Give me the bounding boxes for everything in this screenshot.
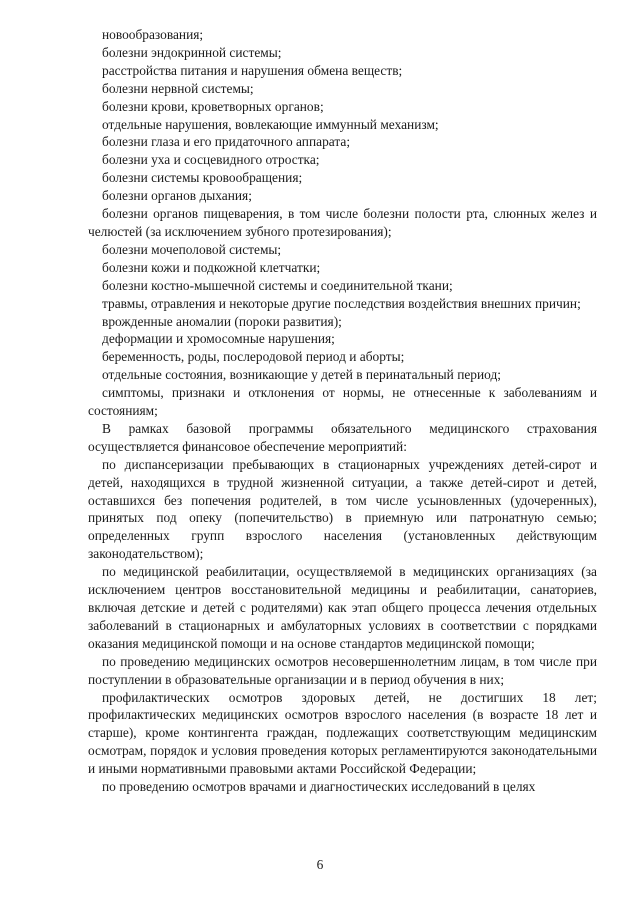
list-item: травмы, отравления и некоторые другие последствия воздействия внешних причин; [102, 295, 581, 311]
paragraph: по диспансеризации пребывающих в стационарных учреждениях детей-сирот и детей, находящихся в трудной жизненной ситуации, а также детей-сирот и детей, оставшихся без попечения родителей, в том числе усыновленных (удочеренных), принятых под опеку (попечительство) в приемную или патронатную семью; определенных групп взрослого населения (установленных действующим законодательством); [88, 456, 597, 562]
paragraph: профилактических осмотров здоровых детей, не достигших 18 лет; профилактических медицинских осмотров взрослого населения (в возрасте 18 лет и старше), кроме контингента граждан, подлежащих соответствующим медицинским осмотрам, порядок и условия проведения которых регламентируются законодательными и иными нормативными правовыми актами Российской Федерации; [88, 689, 597, 777]
list-item: деформации и хромосомные нарушения; [102, 331, 335, 347]
list-item: отдельные нарушения, вовлекающие иммунный механизм; [102, 116, 439, 132]
document-body [88, 420, 597, 796]
list-item: беременность, роды, послеродовой период и аборты; [102, 349, 405, 365]
disease-list [88, 26, 597, 420]
list-item: болезни мочеполовой системы; [102, 241, 282, 257]
list-item: болезни системы кровообращения; [102, 170, 303, 186]
paragraph: по проведению осмотров врачами и диагностических исследований в целях [102, 779, 536, 795]
list-item: болезни глаза и его придаточного аппарата; [102, 134, 351, 150]
list-item: врожденные аномалии (пороки развития); [102, 313, 342, 329]
list-item: болезни органов дыхания; [102, 188, 252, 204]
list-item: болезни костно-мышечной системы и соединительной ткани; [102, 277, 453, 293]
list-item: болезни крови, кроветворных органов; [102, 98, 324, 114]
paragraph: по проведению медицинских осмотров несовершеннолетним лицам, в том числе при поступлении в образовательные организации и в период обучения в них; [88, 653, 597, 687]
list-item: болезни нервной системы; [102, 80, 254, 96]
list-item: болезни органов пищеварения, в том числе болезни полости рта, слюнных желез и челюстей (за исключением зубного протезирования); [88, 206, 597, 239]
list-item: расстройства питания и нарушения обмена веществ; [102, 62, 403, 78]
paragraph: по медицинской реабилитации, осуществляемой в медицинских организациях (за исключением центров восстановительной медицины и реабилитации, санаториев, включая детские и детей с родителями) как этап общего процесса лечения отдельных заболеваний в стационарных и амбулаторных условиях в соответствии с порядками оказания медицинской помощи и на основе стандартов медицинской помощи; [88, 564, 597, 651]
paragraph: В рамках базовой программы обязательного медицинского страхования осуществляется финансовое обеспечение мероприятий: [88, 420, 597, 454]
list-item: болезни кожи и подкожной клетчатки; [102, 259, 321, 275]
document-page [88, 26, 597, 796]
list-item: болезни эндокринной системы; [102, 44, 282, 60]
list-item: болезни уха и сосцевидного отростка; [102, 152, 320, 168]
list-item: отдельные состояния, возникающие у детей в перинатальный период; [102, 367, 502, 383]
list-item: новообразования; [102, 27, 204, 42]
page-number: 6 [316, 857, 324, 872]
list-item: симптомы, признаки и отклонения от нормы, не отнесенные к заболеваниям и состояниям; [88, 385, 597, 419]
